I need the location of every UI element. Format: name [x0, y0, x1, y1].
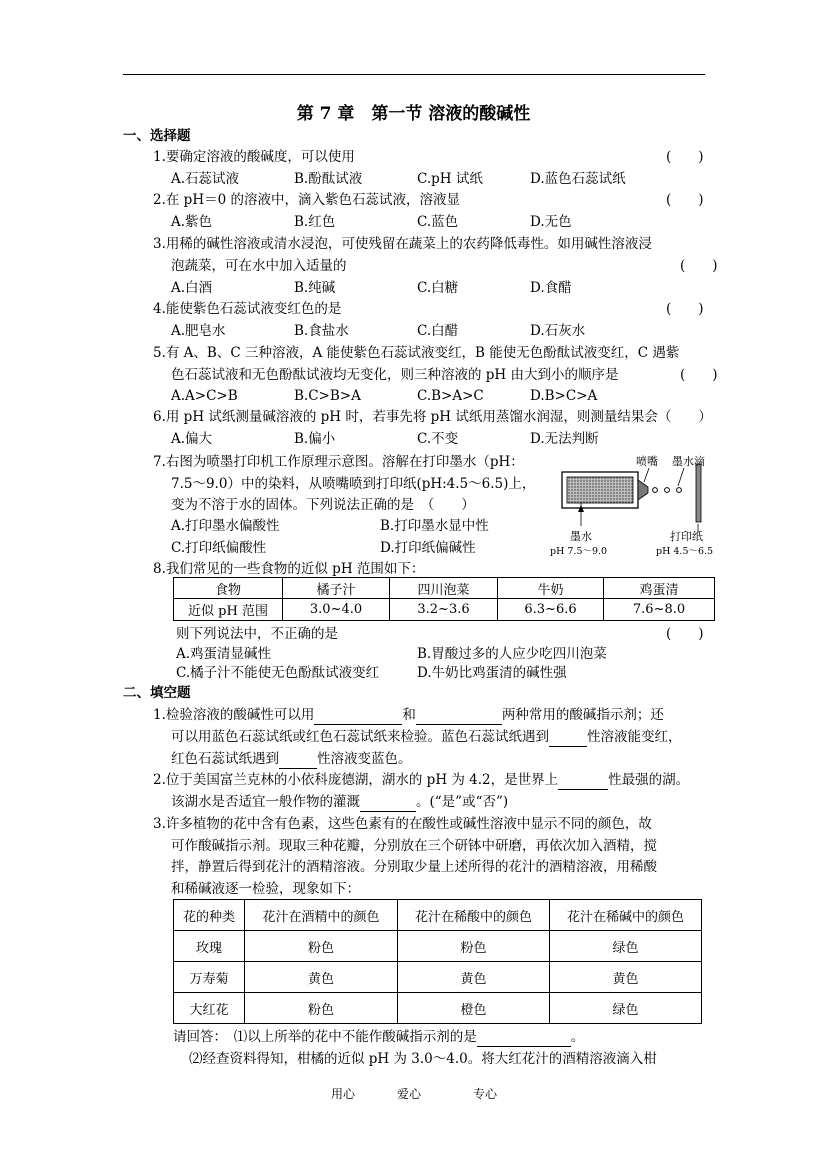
- page-title: 第 7 章 第一节 溶液的酸碱性: [296, 104, 531, 124]
- f1-text-a: 1.检验溶液的酸碱性可以用: [153, 707, 315, 723]
- table-cell: 绿色: [550, 993, 702, 1024]
- label-ink: 墨水: [570, 530, 592, 543]
- f3-line1: 3.许多植物的花中含有色素，这些色素有的在酸性或碱性溶液中显示不同的颜色，故: [153, 816, 652, 832]
- q3-option-c: C.白糖: [417, 280, 459, 296]
- table-cell: 粉色: [245, 993, 398, 1024]
- q7-option-b: B.打印墨水显中性: [380, 518, 489, 534]
- f2-text-c: 该湖水是否适宜一般作物的灌溉: [171, 794, 360, 810]
- q2-option-a: A.紫色: [171, 214, 213, 230]
- q7-option-d: D.打印纸偏碱性: [380, 540, 476, 556]
- q7-option-a: A.打印墨水偏酸性: [171, 518, 280, 534]
- f2-blank-2[interactable]: [360, 797, 416, 812]
- q7-stem-line1: 7.右图为喷墨打印机工作原理示意图。溶解在打印墨水（pH：: [153, 454, 524, 470]
- f3-ask-line: [173, 1027, 584, 1047]
- food-ph-table: [173, 577, 715, 621]
- table-cell: 黄色: [550, 962, 702, 993]
- f3-ask-end: 。: [570, 1029, 585, 1045]
- q6-option-a: A.偏大: [171, 431, 213, 447]
- q3-option-d: D.食醋: [530, 280, 572, 296]
- q8-stem: 8.我们常见的一些食物的近似 pH 范围如下：: [153, 561, 425, 577]
- f1-text-d: 可以用蓝色石蕊试纸或红色石蕊试纸来检验。蓝色石蕊试纸遇到: [171, 729, 549, 745]
- q8-after-text: 则下列说法中，不正确的是: [176, 626, 338, 642]
- f1-blank-1[interactable]: [314, 710, 402, 725]
- q4-option-b: B.食盐水: [294, 323, 349, 339]
- q2-option-b: B.红色: [294, 214, 336, 230]
- f3-subquestion-2: ⑵经查资料得知，柑橘的近似 pH 为 3.0～4.0。将大红花汁的酒精溶液滴入柑: [189, 1051, 657, 1067]
- ink-reservoir: [567, 477, 633, 503]
- f1-line1: [153, 705, 664, 725]
- q5-option-c: C.B>A>C: [417, 388, 484, 404]
- f2-text-a: 2.位于美国富兰克林的小依科庞德湖，湖水的 pH 为 4.2，是世界上: [153, 772, 559, 788]
- q8-option-d: D.牛奶比鸡蛋清的碱性强: [417, 665, 567, 681]
- q7-option-c: C.打印纸偏酸性: [171, 540, 267, 556]
- table-header-cell: 四川泡菜: [390, 578, 498, 599]
- f1-line3: [171, 749, 412, 769]
- label-paper: 打印纸: [670, 530, 703, 543]
- label-ink-ph: pH 7.5～9.0: [550, 546, 608, 557]
- q5-stem-line2: 色石蕊试液和无色酚酞试液均无变化，则三种溶液的 pH 由大到小的顺序是: [171, 367, 619, 383]
- label-ink-drop: 墨水滴: [672, 455, 705, 468]
- header-rule: [123, 74, 705, 75]
- footer-text: 专心: [473, 1087, 498, 1101]
- q8-option-b: B.胃酸过多的人应少吃四川泡菜: [417, 646, 607, 662]
- q1-answer-paren: ( ): [666, 149, 704, 165]
- q4-stem: 4.能使紫色石蕊试液变红色的是: [153, 301, 342, 317]
- table-cell: 3.0~4.0: [283, 599, 390, 621]
- label-paper-ph: pH 4.5～6.5: [656, 546, 714, 557]
- q3-answer-paren: ( ): [680, 258, 718, 274]
- label-nozzle: 喷嘴: [636, 455, 658, 468]
- f1-text-f: 红色石蕊试纸遇到: [171, 751, 279, 767]
- table-cell: 万寿菊: [174, 962, 245, 993]
- f3-blank-1[interactable]: [477, 1032, 571, 1047]
- table-header-cell: 花汁在酒精中的颜色: [245, 900, 398, 931]
- q2-stem: 2.在 pH＝0 的溶液中，滴入紫色石蕊试液，溶液显: [153, 192, 460, 208]
- q4-option-a: A.肥皂水: [171, 323, 226, 339]
- q3-stem-line2: 泡蔬菜，可在水中加入适量的: [171, 258, 347, 274]
- table-header-cell: 鸡蛋清: [604, 578, 715, 599]
- table-cell: 粉色: [245, 931, 398, 962]
- table-header-cell: 花汁在稀酸中的颜色: [398, 900, 550, 931]
- q4-option-d: D.石灰水: [530, 323, 586, 339]
- f2-blank-1[interactable]: [558, 775, 608, 790]
- f1-text-g: 性溶液变蓝色。: [317, 751, 412, 767]
- table-header-cell: 花汁在稀碱中的颜色: [550, 900, 702, 931]
- table-cell: 粉色: [398, 931, 550, 962]
- table-header-cell: 食物: [174, 578, 283, 599]
- f2-line1: [153, 770, 689, 790]
- f1-blank-4[interactable]: [279, 754, 317, 769]
- q2-option-c: C.蓝色: [417, 214, 459, 230]
- q1-option-c: C.pH 试纸: [417, 171, 483, 187]
- f1-text-b: 和: [402, 707, 416, 723]
- q2-option-d: D.无色: [530, 214, 572, 230]
- q8-answer-paren: ( ): [666, 626, 704, 642]
- f3-line4: 和稀碱液逐一检验，现象如下：: [171, 881, 360, 897]
- q1-option-a: A.石蕊试液: [171, 171, 240, 187]
- q7-stem-line3: 变为不溶于水的固体。下列说法正确的是 （ ）: [171, 497, 475, 513]
- q1-option-d: D.蓝色石蕊试纸: [530, 171, 626, 187]
- q6-option-c: C.不变: [417, 431, 459, 447]
- q5-option-d: D.B>C>A: [530, 388, 598, 404]
- f3-line3: 拌，静置后得到花汁的酒精溶液。分别取少量上述所得的花汁的酒精溶液，用稀酸: [171, 859, 657, 875]
- q6-option-b: B.偏小: [294, 431, 336, 447]
- q4-answer-paren: ( ): [666, 301, 704, 317]
- f1-text-c: 两种常用的酸碱指示剂；还: [501, 707, 664, 723]
- nozzle-shape: [638, 480, 648, 500]
- q3-option-b: B.纯碱: [294, 280, 336, 296]
- q5-option-b: B.C>B>A: [294, 388, 361, 404]
- q6-stem: 6.用 pH 试纸测量碱溶液的 pH 时，若事先将 pH 试纸用蒸馏水润湿，则测量结果会（ ）: [153, 409, 712, 425]
- table-cell: 橙色: [398, 993, 550, 1024]
- q1-option-b: B.酚酞试液: [294, 171, 363, 187]
- ink-drop: [665, 488, 670, 493]
- f2-text-b: 性最强的湖。: [608, 772, 690, 788]
- table-header-cell: 牛奶: [498, 578, 604, 599]
- table-header-cell: 花的种类: [174, 900, 245, 931]
- f3-line2: 可作酸碱指示剂。现取三种花瓣，分别放在三个研钵中研磨，再依次加入酒精，搅: [171, 838, 657, 854]
- nozzle-pointer: [644, 468, 649, 482]
- table-header-cell: 橘子汁: [283, 578, 390, 599]
- table-cell: 大红花: [174, 993, 245, 1024]
- table-cell: 黄色: [398, 962, 550, 993]
- footer-text: 爱心: [397, 1087, 422, 1101]
- q5-stem-line1: 5.有 A、B、C 三种溶液，A 能使紫色石蕊试液变红，B 能使无色酚酞试液变红，C 遇紫: [153, 345, 680, 361]
- table-cell: 6.3~6.6: [498, 599, 604, 621]
- q3-stem-line1: 3.用稀的碱性溶液或清水浸泡，可使残留在蔬菜上的农药降低毒性。如用碱性溶液浸: [153, 236, 652, 252]
- flower-color-table: [173, 899, 702, 1024]
- f3-ask-text: 请回答： ⑴以上所举的花中不能作酸碱指示剂的是: [173, 1029, 477, 1045]
- table-cell: 绿色: [550, 931, 702, 962]
- f2-text-d: 。(“是”或“否”): [416, 794, 509, 810]
- ink-drop: [653, 488, 658, 493]
- q7-stem-line2: 7.5～9.0）中的染料，从喷嘴喷到打印纸(pH:4.5～6.5)上，: [171, 476, 536, 492]
- table-cell: 3.2~3.6: [390, 599, 498, 621]
- q8-option-c: C.橘子汁不能使无色酚酞试液变红: [176, 665, 380, 681]
- ink-drop: [677, 488, 682, 493]
- section-heading-choice: 一、选择题: [123, 128, 191, 144]
- q2-answer-paren: ( ): [666, 192, 704, 208]
- section-heading-fill: 二、填空题: [123, 685, 191, 701]
- q3-option-a: A.白酒: [171, 280, 213, 296]
- table-cell: 7.6~8.0: [604, 599, 715, 621]
- f1-blank-2[interactable]: [416, 710, 502, 725]
- f1-blank-3[interactable]: [549, 732, 587, 747]
- footer-text: 用心: [331, 1087, 356, 1101]
- q8-option-a: A.鸡蛋清显碱性: [176, 646, 272, 662]
- f1-line2: [171, 727, 682, 747]
- q5-answer-paren: ( ): [680, 367, 718, 383]
- f2-line2: [171, 792, 508, 812]
- drop-pointer: [678, 468, 684, 486]
- printing-paper: [696, 464, 701, 522]
- f1-text-e: 性溶液能变红，: [587, 729, 682, 745]
- q5-option-a: A.A>C>B: [171, 388, 238, 404]
- inkjet-printer-diagram: [550, 450, 728, 560]
- q1-stem: 1.要确定溶液的酸碱度，可以使用: [153, 149, 355, 165]
- q6-option-d: D.无法判断: [530, 431, 599, 447]
- table-cell: 黄色: [245, 962, 398, 993]
- table-cell: 近似 pH 范围: [174, 599, 283, 621]
- table-cell: 玫瑰: [174, 931, 245, 962]
- q4-option-c: C.白醋: [417, 323, 459, 339]
